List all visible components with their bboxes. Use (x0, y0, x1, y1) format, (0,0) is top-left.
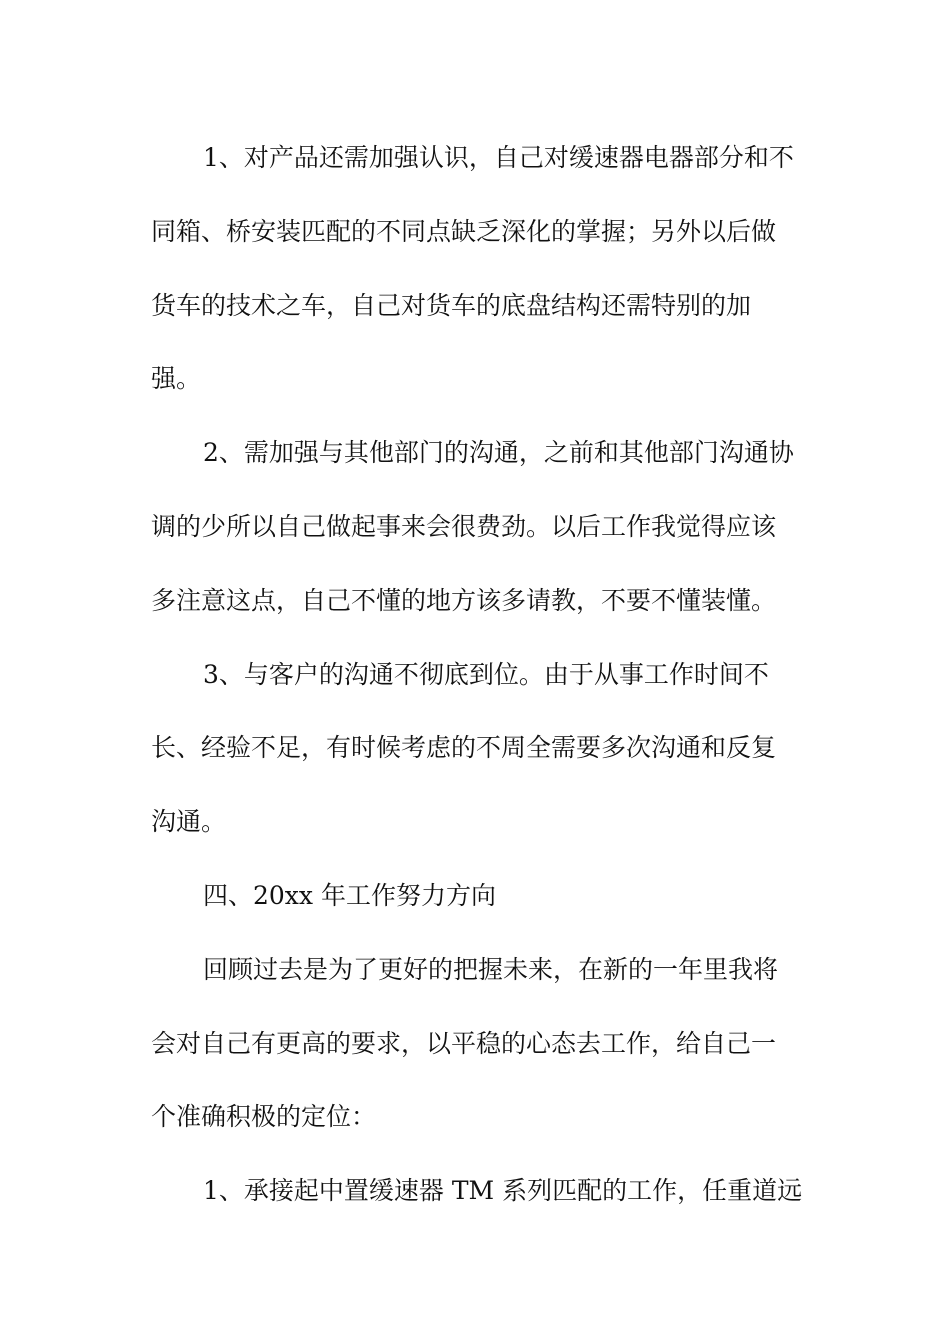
text-line: 强。 (151, 364, 202, 394)
text-line: 2、需加强与其他部门的沟通，之前和其他部门沟通协 (203, 438, 794, 468)
text-line: 调的少所以自己做起事来会很费劲。以后工作我觉得应该 (151, 511, 777, 541)
text-line: 3、与客户的沟通不彻底到位。由于从事工作时间不 (203, 659, 769, 689)
section-heading: 四、20xx 年工作努力方向 (203, 880, 496, 910)
text-line: 沟通。 (151, 807, 227, 837)
text-line: 1、对产品还需加强认识，自己对缓速器电器部分和不 (203, 143, 794, 172)
document-body (151, 121, 811, 1228)
text-line: 个准确积极的定位： (151, 1102, 377, 1132)
text-line: 货车的技术之车，自己对货车的底盘结构还需特别的加 (151, 290, 752, 320)
text-line: 会对自己有更高的要求，以平稳的心态去工作，给自己一 (151, 1028, 777, 1058)
text-line: 1、承接起中置缓速器 TM 系列匹配的工作，任重道远 (203, 1176, 803, 1206)
text-line: 回顾过去是为了更好的把握未来，在新的一年里我将 (203, 954, 779, 984)
text-line: 多注意这点，自己不懂的地方该多请教，不要不懂装懂。 (151, 585, 777, 615)
text-line: 同箱、桥安装匹配的不同点缺乏深化的掌握；另外以后做 (151, 216, 777, 246)
text-line: 长、经验不足，有时候考虑的不周全需要多次沟通和反复 (151, 733, 777, 763)
